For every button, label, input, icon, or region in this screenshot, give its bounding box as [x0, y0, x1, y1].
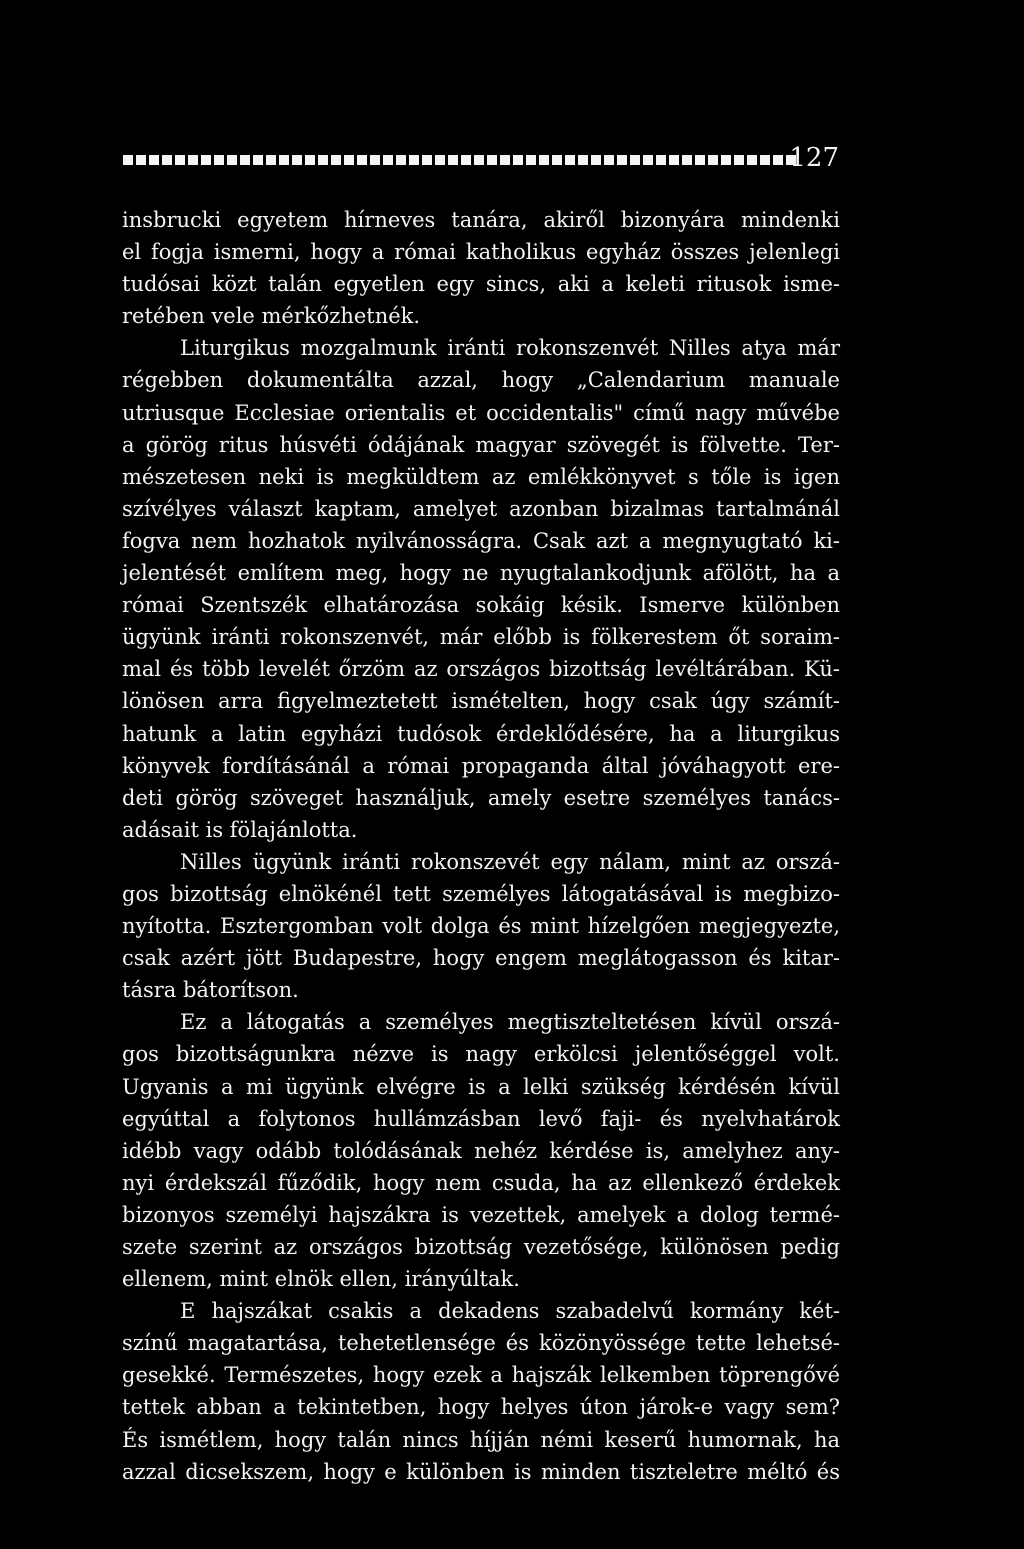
text-line: római Szentszék elhatározása sokáig késik. Ismerve különben	[122, 593, 840, 618]
text-line: szete szerint az országos bizottság vezetősége, különösen pedig	[122, 1235, 840, 1259]
text-line: el fogja ismerni, hogy a római katholikus egyház összes jelenlegi	[122, 240, 840, 265]
text-line: insbrucki egyetem hírneves tanára, akiről bizonyára mindenki	[122, 208, 840, 232]
text-line: Liturgikus mozgalmunk iránti rokonszenvét Nilles atya már	[180, 336, 840, 361]
text-line: csak azért jött Budapestre, hogy engem meglátogasson és kitar-	[122, 946, 840, 971]
text-line: idébb vagy odább tolódásának nehéz kérdése is, amelyhez any-	[122, 1138, 840, 1163]
text-line: deti görög szöveget használjuk, amely esetre személyes tanács-	[122, 785, 840, 810]
text-line: könyvek fordításánál a római propaganda által jóváhagyott ere-	[122, 753, 840, 778]
text-line: bizonyos személyi hajszákra is vezettek, amelyek a dolog termé-	[122, 1202, 840, 1227]
text-line: tásra bátorítson.	[122, 978, 299, 1003]
page-number: 127	[789, 143, 839, 173]
text-line: nyította. Esztergomban volt dolga és mint hízelgően megjegyezte,	[122, 914, 840, 939]
text-line: fogva nem hozhatok nyilvánosságra. Csak azt a megnyugtató ki-	[122, 528, 840, 553]
text-line: tettek abban a tekintetben, hogy helyes úton járok-e vagy sem?	[122, 1395, 840, 1420]
text-line: ellenem, mint elnök ellen, irányúltak.	[122, 1267, 520, 1292]
text-line: a görög ritus húsvéti ódájának magyar szövegét is fölvette. Ter-	[122, 432, 840, 457]
text-line: gos bizottságunkra nézve is nagy erkölcsi jelentőséggel volt.	[122, 1042, 840, 1067]
text-line: lönösen arra figyelmeztetett ismételten, hogy csak úgy számít-	[122, 689, 840, 714]
text-line: mal és több levelét őrzöm az országos bizottság levéltárában. Kü-	[122, 657, 840, 682]
text-line: ügyünk iránti rokonszenvét, már előbb is fölkerestem őt soraim-	[122, 625, 840, 650]
text-line: színű magatartása, tehetetlensége és közönyössége tette lehetsé-	[122, 1331, 840, 1356]
text-line: hatunk a latin egyházi tudósok érdeklődésére, ha a liturgikus	[122, 721, 840, 746]
text-line: egyúttal a folytonos hullámzásban levő faji- és nyelvhatárok	[122, 1106, 840, 1131]
text-line: adásait is fölajánlotta.	[122, 817, 358, 842]
body-text	[122, 204, 840, 1488]
text-line: gesekké. Természetes, hogy ezek a hajszák lelkemben töprengővé	[122, 1363, 840, 1388]
text-line: szívélyes választ kaptam, amelyet azonban bizalmas tartalmánál	[122, 496, 840, 521]
text-line: gos bizottság elnökénél tett személyes látogatásával is megbizo-	[122, 881, 840, 906]
text-line: retében vele mérkőzhetnék.	[122, 304, 421, 329]
text-line: És ismétlem, hogy talán nincs híjján némi keserű humornak, ha	[122, 1427, 840, 1452]
text-line: mészetesen neki is megküldtem az emlékkönyvet s tőle is igen	[122, 464, 840, 489]
text-line: tudósai közt talán egyetlen egy sincs, aki a keleti ritusok isme-	[122, 272, 840, 297]
text-line: nyi érdekszál fűződik, hogy nem csuda, ha az ellenkező érdekek	[122, 1170, 840, 1195]
text-line: utriusque Ecclesiae orientalis et occidentalis" című nagy művébe	[122, 400, 840, 425]
text-line: azzal dicsekszem, hogy e különben is minden tiszteletre méltó és	[122, 1459, 840, 1484]
text-line: Nilles ügyünk iránti rokonszevét egy nálam, mint az orszá-	[180, 849, 840, 874]
text-line: jelentését említem meg, hogy ne nyugtalankodjunk afölött, ha a	[122, 561, 840, 586]
text-line: Ugyanis a mi ügyünk elvégre is a lelki szükség kérdésén kívül	[122, 1074, 840, 1099]
text-line: Ez a látogatás a személyes megtiszteltetésen kívül orszá-	[180, 1010, 840, 1035]
decorative-header-rule	[123, 155, 799, 165]
page-header	[123, 143, 839, 173]
text-line: régebben dokumentálta azzal, hogy „Calendarium manuale	[122, 368, 840, 393]
text-line: E hajszákat csakis a dekadens szabadelvű kormány két-	[180, 1299, 840, 1324]
